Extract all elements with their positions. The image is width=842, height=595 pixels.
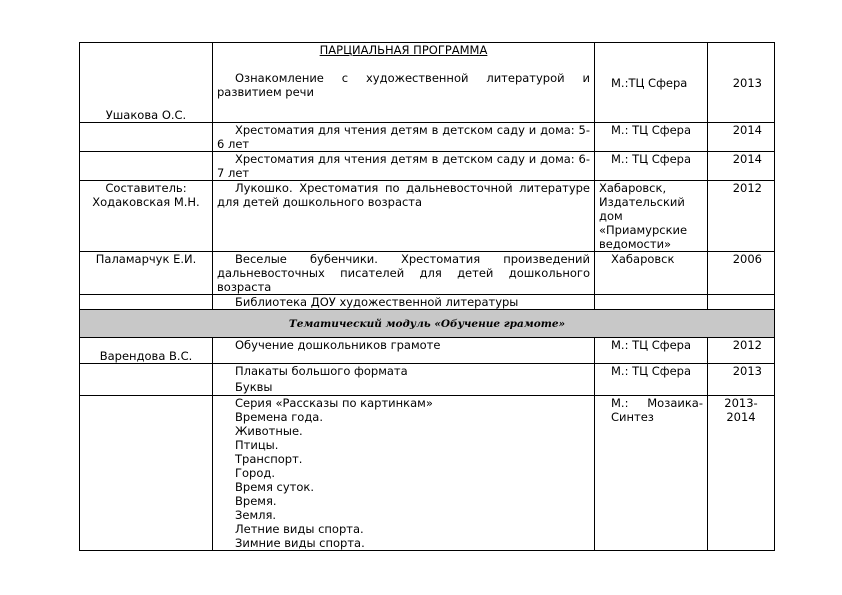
author-cell: [80, 252, 213, 295]
publisher-text: М.: ТЦ Сфера: [611, 338, 692, 352]
author-text: Ушакова О.С.: [105, 108, 187, 122]
title-text: Обучение дошкольников грамоте: [235, 338, 441, 352]
table-row: [80, 252, 775, 295]
year-text: 2013-2014: [724, 396, 758, 424]
subtitle-text: Буквы: [235, 380, 273, 394]
title-text: Плакаты большого формата: [235, 364, 408, 378]
table-row: [80, 152, 775, 181]
year-text: 2014: [732, 152, 762, 166]
list-item: Земля.: [235, 508, 277, 522]
publisher-cell: [595, 338, 708, 364]
table-row: [80, 364, 775, 396]
author-cell: [80, 181, 213, 252]
title-cell: [213, 181, 595, 252]
publisher-text: М.:ТЦ Сфера: [611, 75, 688, 90]
title-cell: [213, 123, 595, 152]
author-cell: [80, 338, 213, 364]
author-cell: [80, 123, 213, 152]
table-row: [80, 43, 775, 123]
publisher-text: М.: ТЦ Сфера: [611, 364, 692, 378]
publisher-text: М.: Мозаика-Синтез: [611, 396, 703, 424]
table-row: [80, 338, 775, 364]
title-text: Серия «Рассказы по картинкам»: [235, 396, 433, 410]
list-item: Времена года.: [235, 410, 323, 424]
module-band: Тематический модуль «Обучение грамоте»: [80, 310, 775, 338]
title-cell: [213, 43, 595, 123]
title-cell: [213, 364, 595, 396]
author-cell: [80, 396, 213, 551]
author-cell: [80, 43, 213, 123]
publisher-cell: [595, 43, 708, 123]
title-cell: [213, 152, 595, 181]
year-cell: [708, 338, 775, 364]
year-cell: [708, 364, 775, 396]
title-text: Лукошко. Хрестоматия по дальневосточной литературе для детей дошкольного возраста: [217, 181, 590, 209]
table-row: [80, 123, 775, 152]
publisher-text: М.: ТЦ Сфера: [611, 152, 692, 166]
list-item: Время суток.: [235, 480, 314, 494]
author-text: Паламарчук Е.И.: [95, 252, 197, 266]
module-band-row: [80, 310, 775, 338]
list-item: Транспорт.: [235, 452, 303, 466]
publisher-cell: [595, 152, 708, 181]
title-text: Веселые бубенчики. Хрестоматия произведений дальневосточных писателей для детей дошкольного возраста: [217, 252, 590, 294]
year-cell: [708, 396, 775, 551]
year-cell: [708, 252, 775, 295]
list-item: Летние виды спорта.: [235, 522, 364, 536]
year-text: 2012: [732, 338, 762, 352]
author-cell: [80, 152, 213, 181]
publisher-text: Хабаровск, Издательский дом «Приамурские ведомости»: [599, 181, 688, 251]
title-cell: [213, 295, 595, 310]
publisher-cell: [595, 123, 708, 152]
title-text: Хрестоматия для чтения детям в детском саду и дома: 5-6 лет: [217, 123, 590, 151]
publisher-cell: [595, 364, 708, 396]
year-cell: [708, 152, 775, 181]
title-text: Ознакомление с художественной литературой и развитием речи: [217, 71, 590, 99]
publisher-cell: [595, 181, 708, 252]
year-text: 2006: [732, 252, 762, 266]
title-text: Хрестоматия для чтения детям в детском саду и дома: 6-7 лет: [217, 152, 590, 180]
year-cell: [708, 43, 775, 123]
publisher-cell: [595, 396, 708, 551]
table-row: [80, 396, 775, 551]
author-text: Составитель: Ходаковская М.Н.: [92, 181, 200, 209]
list-item: Время.: [235, 494, 277, 508]
author-cell: [80, 364, 213, 396]
table-row: [80, 295, 775, 310]
year-cell: [708, 295, 775, 310]
publisher-cell: [595, 252, 708, 295]
year-text: 2012: [732, 181, 762, 195]
table-row: [80, 181, 775, 252]
list-item: Город.: [235, 466, 275, 480]
year-text: 2013: [732, 364, 762, 378]
section-heading: ПАРЦИАЛЬНАЯ ПРОГРАММА: [319, 43, 488, 57]
title-text: Библиотека ДОУ художественной литературы: [235, 295, 519, 309]
year-cell: [708, 181, 775, 252]
year-cell: [708, 123, 775, 152]
publisher-text: М.: ТЦ Сфера: [611, 123, 692, 137]
author-text: Варендова В.С.: [99, 349, 193, 363]
literature-table: [79, 42, 775, 551]
year-text: 2014: [732, 123, 762, 137]
title-cell: [213, 338, 595, 364]
title-cell: [213, 252, 595, 295]
list-item: Зимние виды спорта.: [235, 536, 365, 550]
publisher-text: Хабаровск: [611, 252, 675, 266]
year-text: 2013: [732, 75, 762, 90]
list-item: Животные.: [235, 424, 303, 438]
list-item: Птицы.: [235, 438, 279, 452]
title-cell: [213, 396, 595, 551]
publisher-cell: [595, 295, 708, 310]
author-cell: [80, 295, 213, 310]
